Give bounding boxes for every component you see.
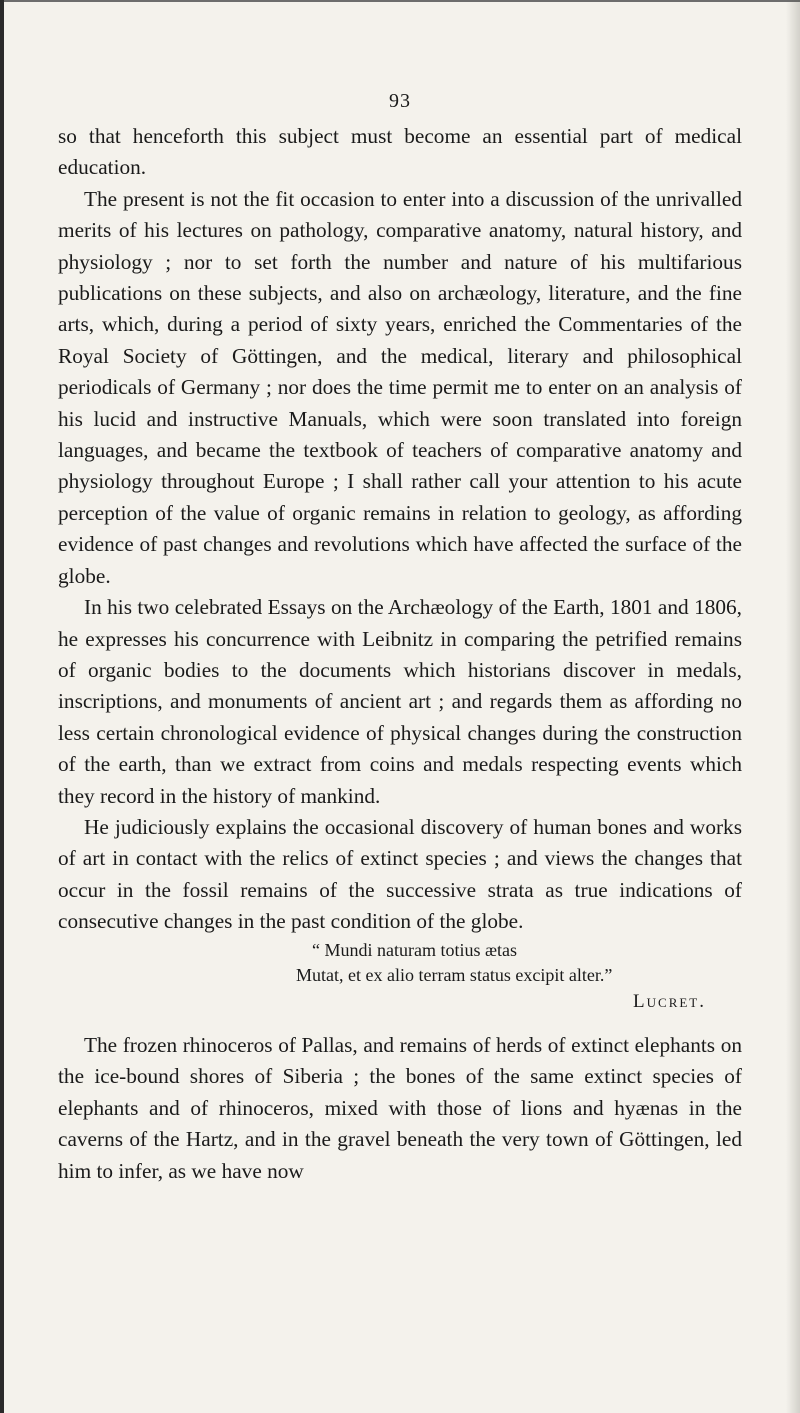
latin-quotation xyxy=(58,938,742,1015)
quote-attribution: Lucret. xyxy=(633,990,706,1012)
page-right-shadow xyxy=(786,0,800,1413)
paragraph-2: The present is not the fit occasion to enter into a discussion of the unrivalled merits of his lectures on pathology, comparative anatomy, natural history, and physiology ; nor to set forth the number and nature of his multifarious publications on these subjects, and also on archæology, literature, and the fine arts, which, during a period of sixty years, enriched the Commentaries of the Royal Society of Göttingen, and the medical, literary and philosophical periodicals of Germany ; nor does the time permit me to enter on an analysis of his lucid and instructive Manuals, which were soon translated into foreign languages, and became the textbook of teachers of comparative anatomy and physiology throughout Europe ; I shall rather call your attention to his acute perception of the value of organic remains in relation to geology, as affording evidence of past changes and revolutions which have affected the surface of the globe. xyxy=(58,186,742,588)
page-binding-edge xyxy=(0,0,4,1413)
paragraph-1: so that henceforth this subject must become an essential part of medical education. xyxy=(58,124,742,180)
page-number: 93 xyxy=(389,90,411,112)
quote-line-2: Mutat, et ex alio terram status excipit alter.” xyxy=(296,965,613,986)
body-text xyxy=(58,121,742,1187)
paragraph-4: He judiciously explains the occasional discovery of human bones and works of art in contact with the relics of extinct species ; and views the changes that occur in the fossil remains of the successive strata as true indications of consecutive changes in the past condition of the globe. xyxy=(58,814,742,934)
paragraph-5: The frozen rhinoceros of Pallas, and remains of herds of extinct elephants on the ice-bound shores of Siberia ; the bones of the same extinct species of elephants and of rhinoceros, mixed with those of lions and hyænas in the caverns of the Hartz, and in the gravel beneath the very town of Göttingen, led him to infer, as we have now xyxy=(58,1033,742,1183)
quote-line-1: “ Mundi naturam totius ætas xyxy=(312,939,517,960)
paragraph-3: In his two celebrated Essays on the Archæology of the Earth, 1801 and 1806, he expresses his concurrence with Leibnitz in comparing the petrified remains of organic bodies to the documents which historians discover in medals, inscriptions, and monuments of ancient art ; and regards them as affording no less certain chronological evidence of physical changes during the construction of the earth, than we extract from coins and medals respecting events which they record in the history of mankind. xyxy=(58,595,742,808)
page-top-edge xyxy=(0,0,800,2)
